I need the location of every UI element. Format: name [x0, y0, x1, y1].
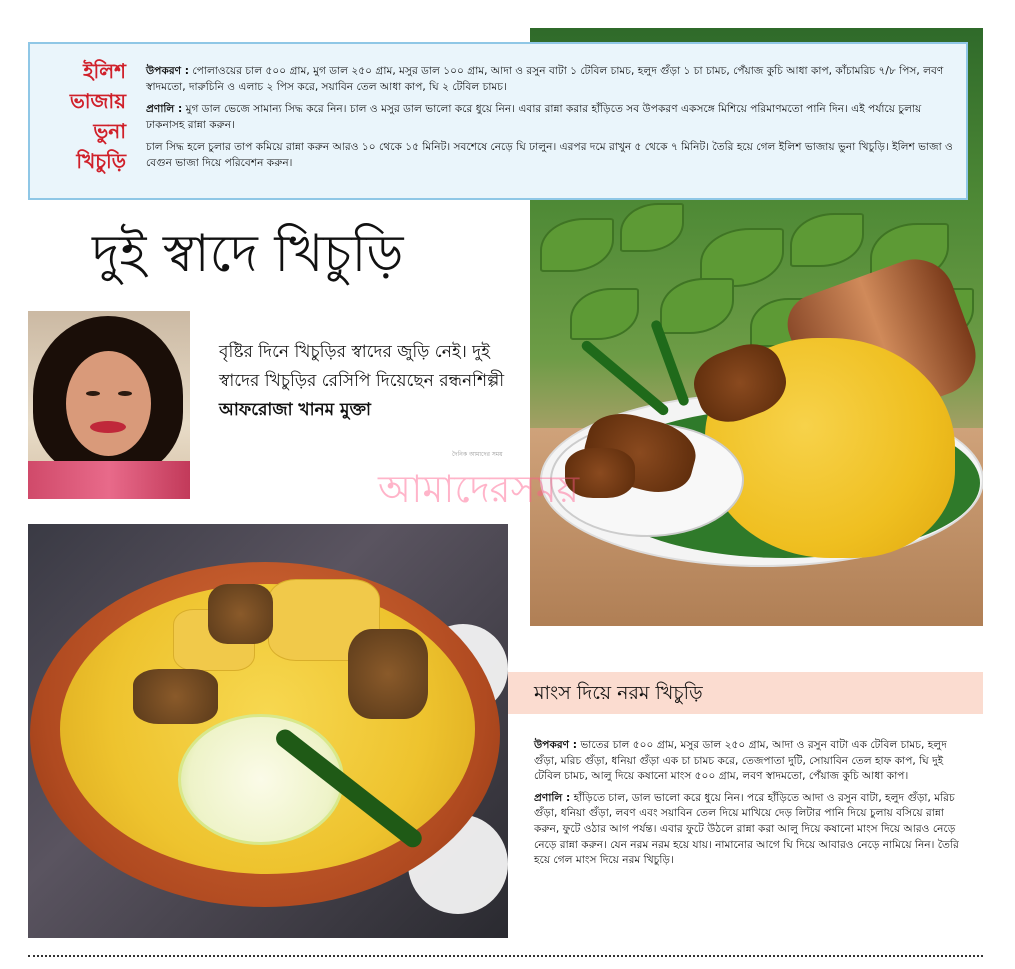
ingredients-text: পোলাওয়ের চাল ৫০০ গ্রাম, মুগ ডাল ২৫০ গ্রাম, মসুর ডাল ১০০ গ্রাম, আদা ও রসুন বাটা ১ টেবিল চামচ, হলুদ গুঁড়া ১ চা চামচ, পেঁয়াজ কুচি আধা কাপ, কাঁচামরিচ ৭/৮ পিস, লবণ স্বাদমতো, দারুচিনি ও এলাচ ২ পিস করে, সয়াবিন তেল আধা কাপ, ঘি ২ টেবিল চামচ। — [146, 65, 944, 93]
ingredients-label: উপকরণ : — [146, 65, 190, 77]
meat-khichuri-photo — [28, 524, 508, 938]
recipe2-method — [534, 791, 964, 869]
intro-text: বৃষ্টির দিনে খিচুড়ির স্বাদের জুড়ি নেই। দুই স্বাদের খিচুড়ির রেসিপি দিয়েছেন রন্ধনশিল্পী — [219, 342, 505, 391]
recipe1-ingredients — [146, 64, 954, 95]
ingredients-text: ভাতের চাল ৫০০ গ্রাম, মসুর ডাল ২৫০ গ্রাম, আদা ও রসুন বাটা এক টেবিল চামচ, হলুদ গুঁড়া, মরিচ গুঁড়া, ধনিয়া গুঁড়া এক চা চামচ করে, তেজপাতা দুটি, সোয়াবিন তেল হাফ কাপ, ঘি দুই টেবিল চামচ, আলু দিয়ে কষানো মাংস ৫০০ গ্রাম, লবণ স্বাদমতো, পেঁয়াজ কুচি আধা কাপ। — [534, 739, 947, 783]
watermark-small-text: দৈনিক আমাদের সময় — [452, 451, 503, 458]
watermark-logo: আমাদেরসময় — [378, 467, 580, 511]
recipe2-text — [534, 738, 964, 875]
recipe1-title — [40, 56, 126, 176]
recipe1-text — [146, 64, 954, 179]
method-text: মুগ ডাল ভেজে সামান্য সিদ্ধ করে নিন। চাল ও মসুর ডাল ভালো করে ধুয়ে নিন। এবার রান্না করার হাঁড়িতে সব উপকরণ একসঙ্গে মিশিয়ে পরিমাণমতো পানি দিন। এই পর্যায়ে চুলায় ঢাকনাসহ রান্না করুন। — [146, 103, 922, 131]
intro-paragraph — [219, 338, 519, 425]
ingredients-label: উপকরণ : — [534, 739, 578, 751]
recipe1-title-line: খিচুড়ি — [76, 149, 126, 173]
method-label: প্রণালি : — [146, 103, 183, 116]
bottom-divider — [28, 955, 983, 957]
recipe2-title: মাংস দিয়ে নরম খিচুড়ি — [534, 682, 703, 704]
chef-portrait — [28, 311, 190, 499]
recipe1-title-line: ইলিশ — [83, 59, 126, 83]
recipe1-method — [146, 102, 954, 133]
intro-author: আফরোজা খানম মুক্তা — [219, 400, 371, 420]
method-text: হাঁড়িতে চাল, ডাল ভালো করে ধুয়ে নিন। পরে হাঁড়িতে আদা ও রসুন বাটা, হলুদ গুঁড়া, মরিচ গুঁড়া, ধনিয়া গুঁড়া, লবণ এবং সয়াবিন তেল দিয়ে মাখিয়ে দেড় লিটার পানি দিয়ে চুলায় বসিয়ে রান্না করুন, ফুটে ওঠার আগ পর্যন্ত। এবার ফুটে উঠলে রান্না করা আলু দিয়ে কষানো মাংস দিয়ে আরও নেড়ে নেড়ে রান্না করুন। যেন নরম নরম হয়ে যায়। নামানোর আগে ঘি দিয়ে আবারও নেড়ে নামিয়ে নিন। তৈরি হয়ে গেল মাংস দিয়ে নরম খিচুড়ি। — [534, 791, 959, 867]
page-headline: দুই স্বাদে খিচুড়ি — [92, 224, 404, 284]
method-label: প্রণালি : — [534, 791, 571, 804]
recipe1-title-line: ভুনা — [93, 119, 126, 143]
recipe2-ingredients — [534, 738, 964, 785]
recipe1-title-line: ভাজায় — [69, 89, 126, 113]
recipe1-method-continued: চাল সিদ্ধ হলে চুলার তাপ কমিয়ে রান্না করুন আরও ১০ থেকে ১৫ মিনিট। সবশেষে নেড়ে ঘি ঢালুন। এরপর দমে রাখুন ৫ থেকে ৭ মিনিট। তৈরি হয়ে গেল ইলিশ ভাজায় ভুনা খিচুড়ি। ইলিশ ভাজা ও বেগুন ভাজা দিয়ে পরিবেশন করুন। — [146, 141, 953, 169]
